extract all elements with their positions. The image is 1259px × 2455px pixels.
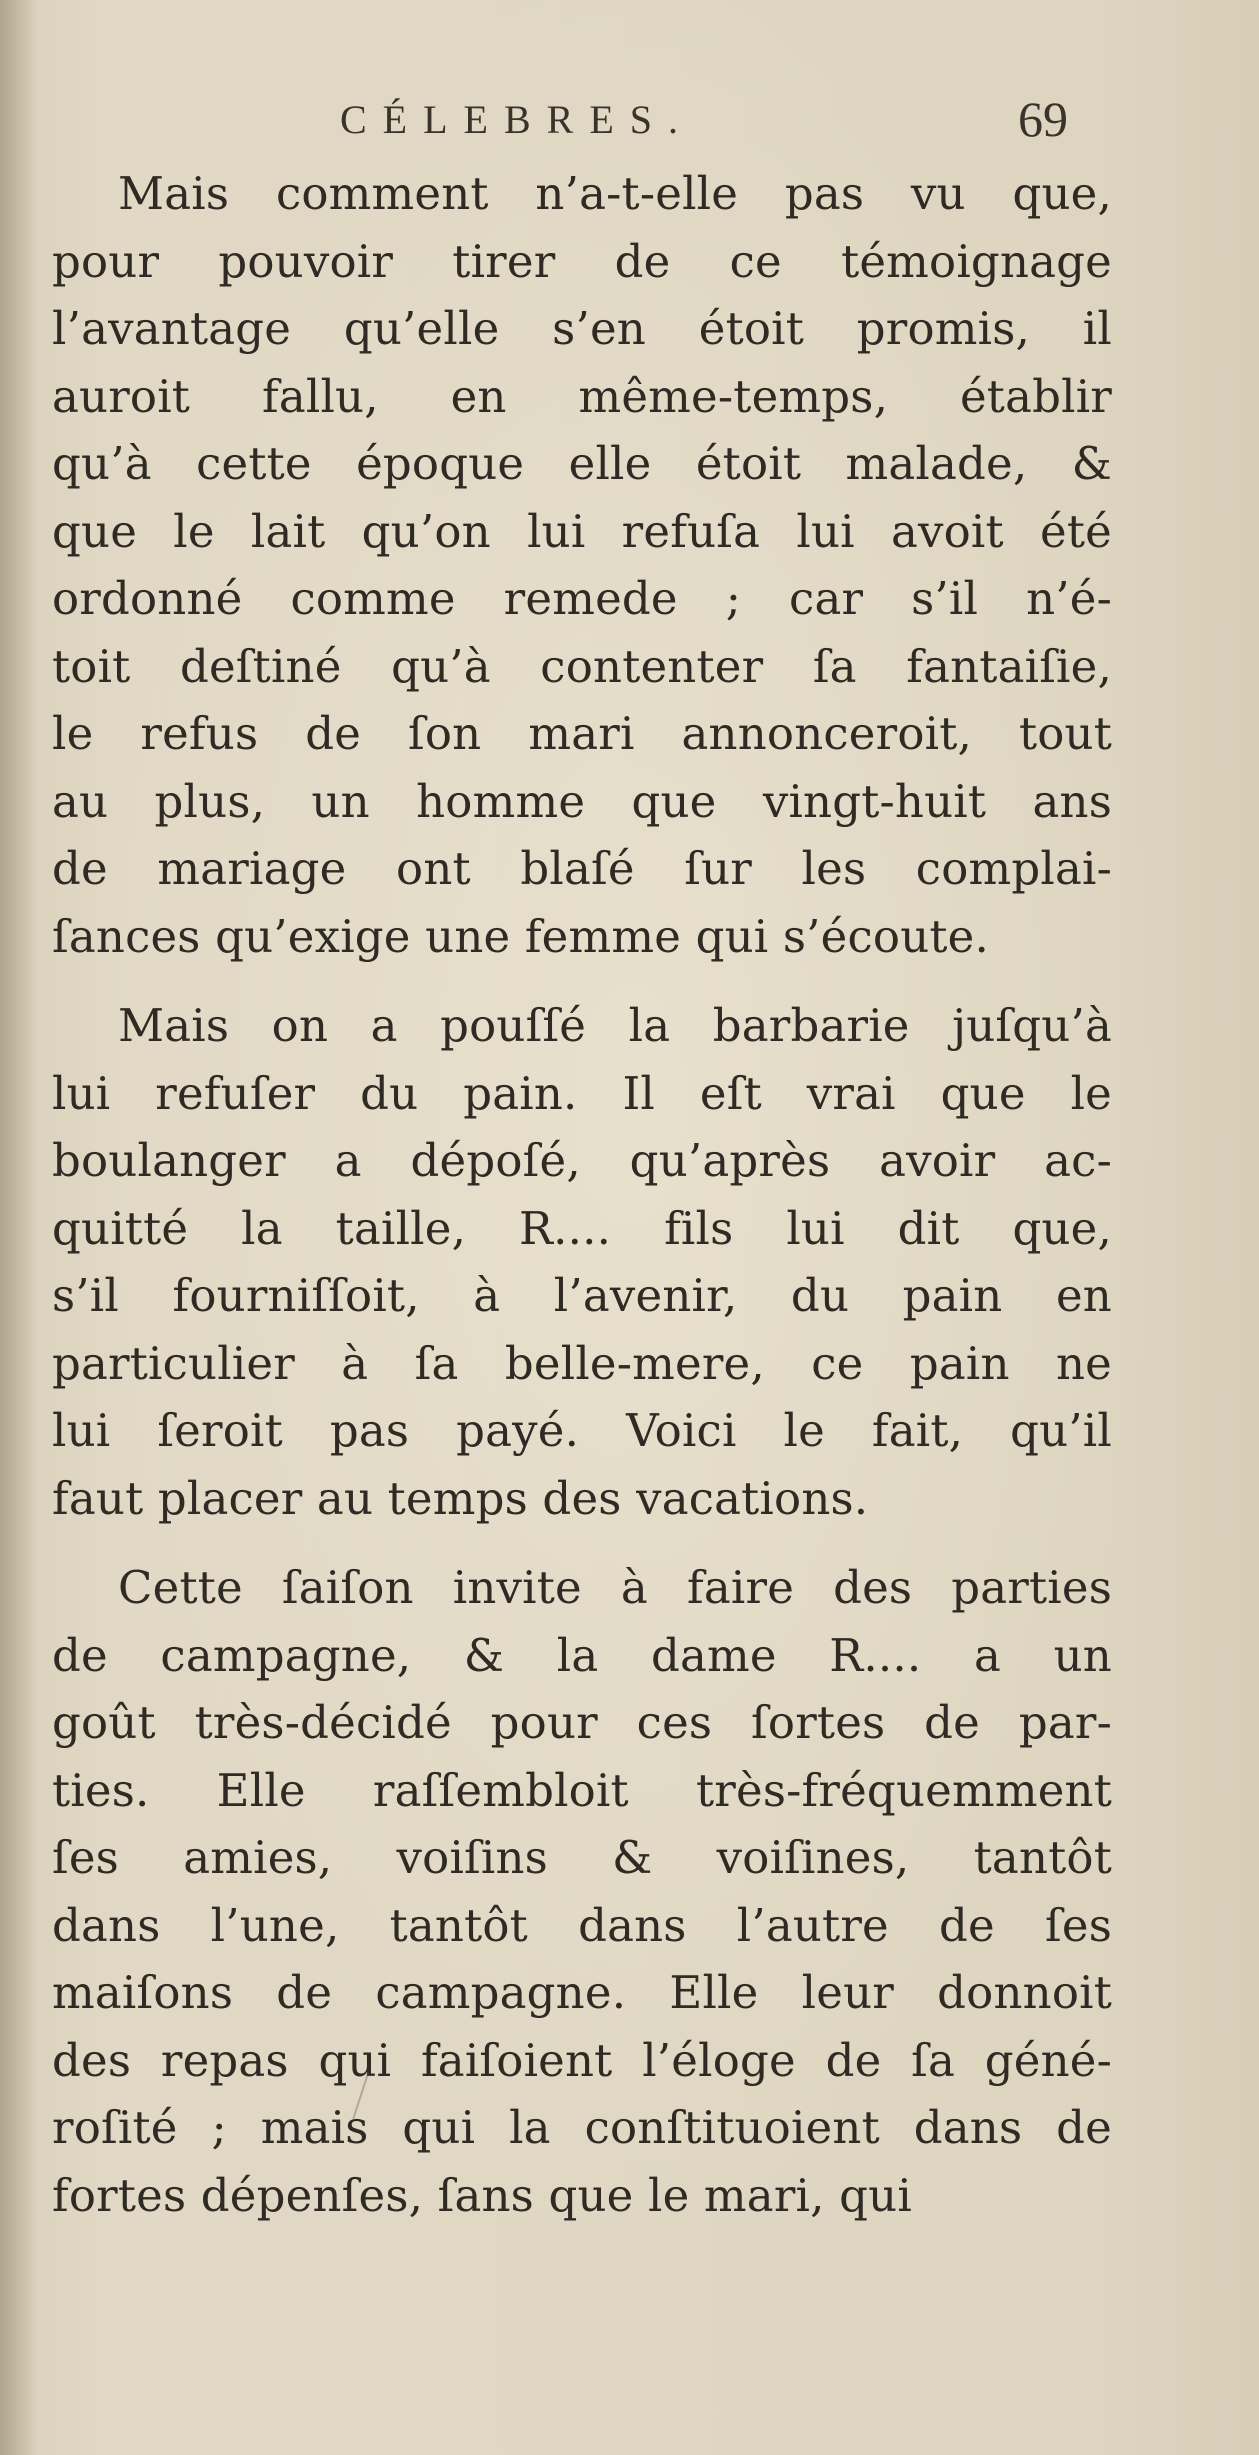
text-line: l’avantage qu’elle s’en étoit promis, il	[52, 302, 1112, 355]
text-line: au plus, un homme que vingt-huit ans	[52, 774, 1112, 828]
text-line: ties. Elle raſſembloit très-fréquemment	[52, 1763, 1112, 1817]
text-line: goût très-décidé pour ces ſortes de par-	[52, 1696, 1112, 1749]
text-line: ſes amies, voiſins & voiſines, tantôt	[52, 1831, 1112, 1884]
text-line: particulier à ſa belle-mere, ce pain ne	[52, 1336, 1112, 1390]
text-line: boulanger a dépoſé, qu’après avoir ac-	[52, 1134, 1112, 1187]
page-header	[0, 91, 1259, 156]
text-line: faut placer au temps des vacations.	[52, 1471, 869, 1525]
binding-shadow	[0, 0, 38, 2455]
text-line: toit deſtiné qu’à contenter ſa fantaiſie,	[52, 639, 1112, 693]
text-line: lui ſeroit pas payé. Voici le fait, qu’il	[52, 1404, 1112, 1457]
text-line: roſité ; mais qui la conſtituoient dans de	[52, 2101, 1112, 2154]
paragraph-gap	[52, 970, 1112, 992]
text-line: auroit fallu, en même-temps, établir	[52, 369, 1112, 423]
text-line: s’il fourniſſoit, à l’avenir, du pain en	[52, 1269, 1112, 1322]
body-text	[52, 160, 1112, 2229]
running-head: CÉLEBRES.	[340, 97, 695, 142]
text-line: lui refuſer du pain. Il eſt vrai que le	[52, 1066, 1112, 1120]
text-line: Cette ſaiſon invite à faire des parties	[118, 1561, 1112, 1614]
text-line: fortes dépenſes, ſans que le mari, qui	[52, 2168, 912, 2222]
text-line: le refus de ſon mari annonceroit, tout	[52, 707, 1112, 760]
text-line: pour pouvoir tirer de ce témoignage	[52, 234, 1112, 288]
text-line: de mariage ont blaſé ſur les complai-	[52, 842, 1112, 895]
page-number: 69	[1018, 91, 1068, 147]
text-line: qu’à cette époque elle étoit malade, &	[52, 437, 1112, 490]
text-line: quitté la taille, R.... fils lui dit que,	[52, 1201, 1112, 1255]
text-line: que le lait qu’on lui refuſa lui avoit été	[52, 504, 1112, 558]
paragraph-gap	[52, 1532, 1112, 1554]
text-line: des repas qui faiſoient l’éloge de ſa géné-	[52, 2033, 1112, 2087]
text-line: Mais on a pouſſé la barbarie juſqu’à	[118, 999, 1112, 1052]
text-line: dans l’une, tantôt dans l’autre de ſes	[52, 1898, 1112, 1952]
text-line: maiſons de campagne. Elle leur donnoit	[52, 1966, 1112, 2019]
text-line: ordonné comme remede ; car s’il n’é-	[52, 572, 1112, 625]
text-line: Mais comment n’a-t-elle pas vu que,	[118, 167, 1112, 220]
text-line: de campagne, & la dame R.... a un	[52, 1628, 1112, 1682]
text-line: ſances qu’exige une femme qui s’écoute.	[52, 909, 990, 963]
